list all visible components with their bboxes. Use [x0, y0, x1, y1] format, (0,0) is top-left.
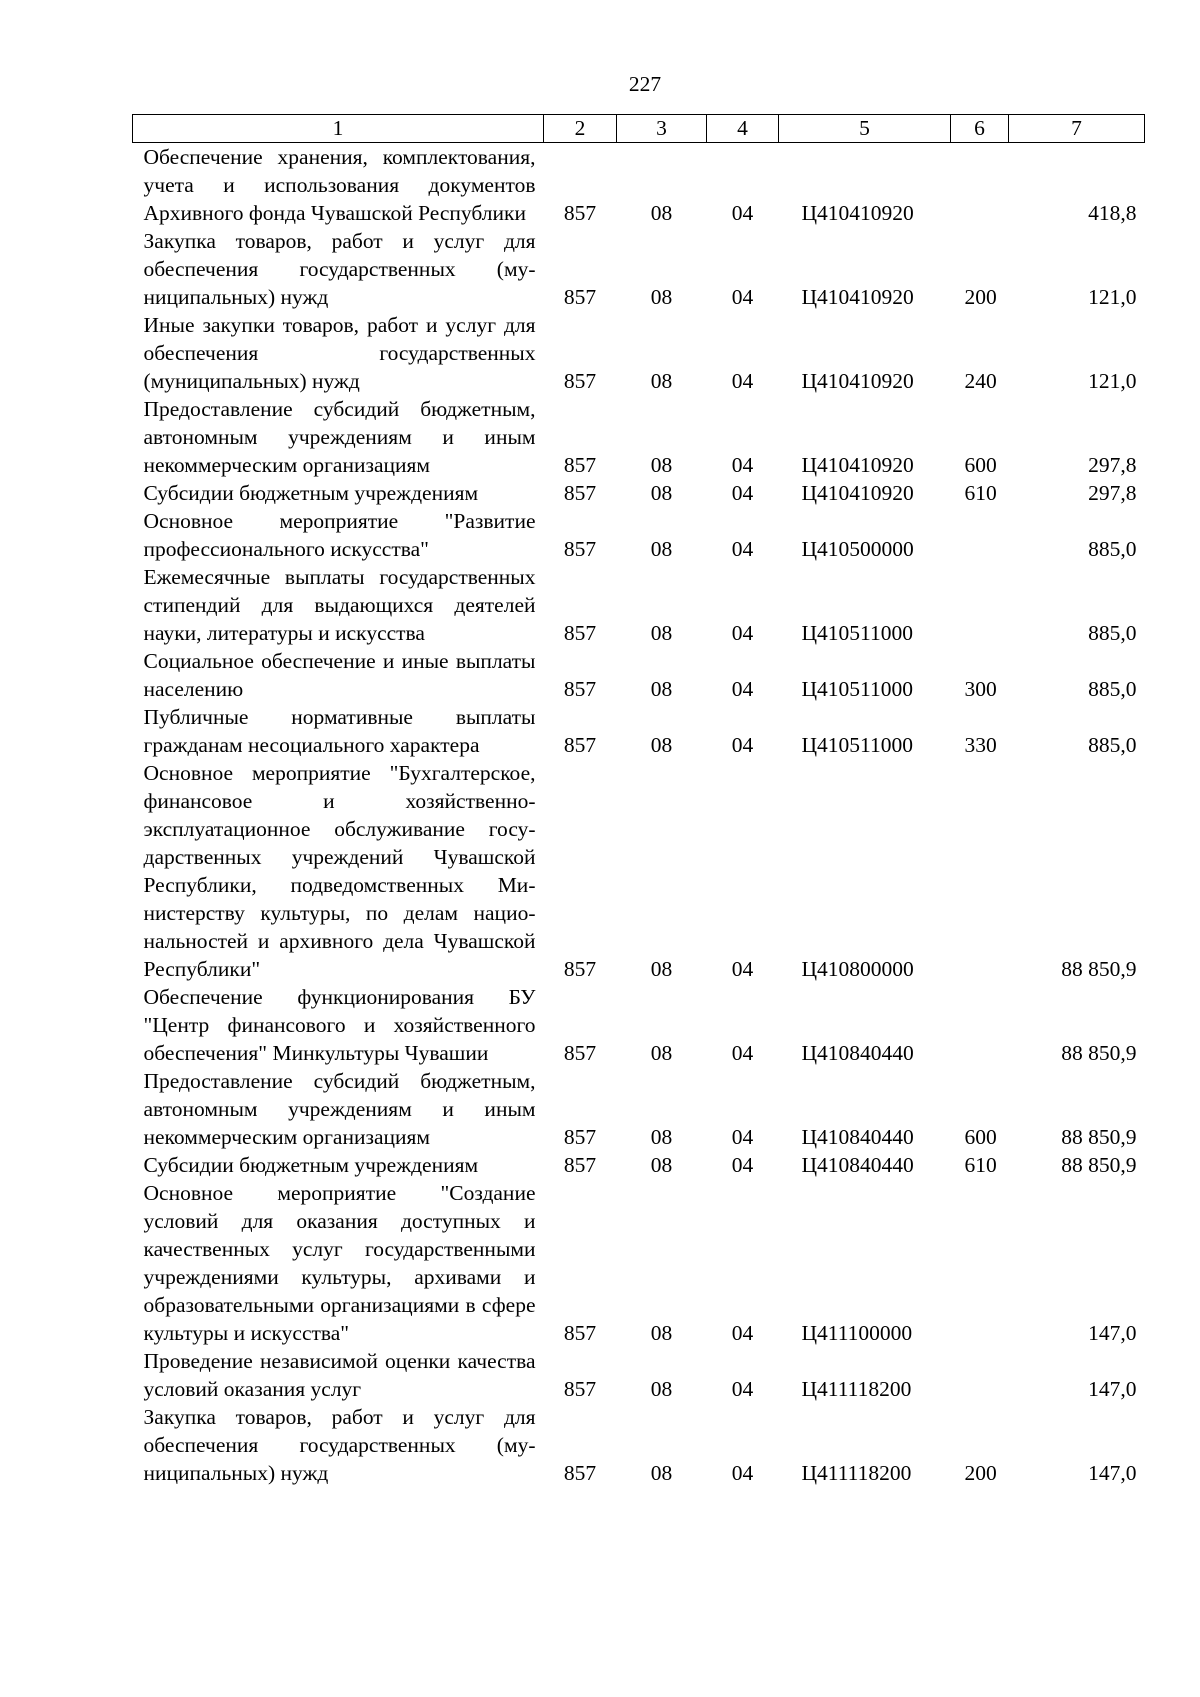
- row-ved-code: 857: [563, 453, 597, 477]
- row-ved-code: 857: [563, 957, 597, 981]
- row-expense-type: 200: [964, 285, 997, 309]
- row-subsection-code: 04: [731, 1321, 754, 1345]
- table-row: [133, 143, 1145, 228]
- row-target-article: Ц410410920: [801, 285, 914, 309]
- row-subsection-code: 04: [731, 1153, 754, 1177]
- row-name: Предоставление субсидий бюджетным, автономным учреждениям и иным некоммерческим организациям: [143, 1069, 536, 1149]
- row-amount: 297,8: [1088, 453, 1137, 477]
- row-section-code: 08: [650, 537, 673, 561]
- row-expense-type: [951, 983, 1009, 1067]
- row-subsection-code: 04: [731, 621, 754, 645]
- table-row: [133, 563, 1145, 647]
- row-ved-code: 857: [563, 1461, 597, 1485]
- row-name: Проведение независимой оценки качества условий оказания услуг: [143, 1349, 536, 1401]
- row-target-article: Ц410410920: [801, 453, 914, 477]
- row-subsection-code: 04: [731, 369, 754, 393]
- table-body: [133, 143, 1145, 1488]
- row-name: Предоставление субсидий бюджетным, автономным учреждениям и иным некоммерческим организациям: [143, 397, 536, 477]
- row-ved-code: 857: [563, 733, 597, 757]
- row-section-code: 08: [650, 285, 673, 309]
- table-row: [133, 227, 1145, 311]
- row-target-article: Ц410511000: [801, 733, 913, 757]
- row-expense-type: 300: [964, 677, 997, 701]
- row-ved-code: 857: [563, 537, 597, 561]
- header-col-1: 1: [133, 115, 544, 143]
- budget-table: [132, 114, 1145, 1487]
- row-subsection-code: 04: [731, 677, 754, 701]
- row-expense-type: [951, 1179, 1009, 1347]
- row-subsection-code: 04: [731, 537, 754, 561]
- row-section-code: 08: [650, 733, 673, 757]
- row-expense-type: 600: [964, 1125, 997, 1149]
- row-target-article: Ц410511000: [801, 677, 913, 701]
- page-number: 227: [628, 72, 662, 96]
- row-name: Социальное обеспечение и иные выплаты населению: [143, 649, 536, 701]
- row-ved-code: 857: [563, 677, 597, 701]
- table-row: [133, 311, 1145, 395]
- row-name: Субсидии бюджетным учреждениям: [143, 481, 479, 505]
- row-name: Закупка товаров, работ и услуг для обеспечения государственных (муниципальных) нужд: [143, 229, 536, 309]
- table-row: [133, 983, 1145, 1067]
- row-subsection-code: 04: [731, 481, 754, 505]
- row-expense-type: 610: [964, 1153, 997, 1177]
- row-expense-type: [951, 507, 1009, 563]
- table-row: [133, 507, 1145, 563]
- row-amount: 885,0: [1088, 677, 1137, 701]
- row-name: Основное мероприятие "Развитие профессионального искусства": [143, 509, 536, 561]
- row-amount: 88 850,9: [1061, 1125, 1137, 1149]
- row-amount: 885,0: [1088, 621, 1137, 645]
- row-subsection-code: 04: [731, 957, 754, 981]
- row-expense-type: [951, 759, 1009, 983]
- row-expense-type: [951, 563, 1009, 647]
- row-amount: 88 850,9: [1061, 957, 1137, 981]
- table-row: [133, 647, 1145, 703]
- row-name: Основное мероприятие "Создание условий для оказания доступных и качественных услуг государственными учреждениями культуры, архивами и образовательными организациями в сфере культуры и искусства": [143, 1181, 536, 1345]
- row-ved-code: 857: [563, 1321, 597, 1345]
- table-row: [133, 759, 1145, 983]
- row-amount: 147,0: [1088, 1321, 1137, 1345]
- row-section-code: 08: [650, 621, 673, 645]
- row-section-code: 08: [650, 957, 673, 981]
- row-amount: 147,0: [1088, 1377, 1137, 1401]
- row-section-code: 08: [650, 1041, 673, 1065]
- row-ved-code: 857: [563, 1125, 597, 1149]
- row-target-article: Ц411100000: [801, 1321, 913, 1345]
- table-row: [133, 703, 1145, 759]
- table-row: [133, 1067, 1145, 1151]
- row-amount: 121,0: [1088, 369, 1137, 393]
- header-col-6: 6: [951, 115, 1009, 143]
- row-ved-code: 857: [563, 1041, 597, 1065]
- row-subsection-code: 04: [731, 733, 754, 757]
- row-subsection-code: 04: [731, 1041, 754, 1065]
- row-subsection-code: 04: [731, 201, 754, 225]
- row-section-code: 08: [650, 1377, 673, 1401]
- row-expense-type: 240: [964, 369, 997, 393]
- table-header: [133, 115, 1145, 143]
- row-ved-code: 857: [563, 201, 597, 225]
- row-target-article: Ц410500000: [801, 537, 914, 561]
- row-expense-type: 600: [964, 453, 997, 477]
- header-col-5: 5: [779, 115, 951, 143]
- row-section-code: 08: [650, 453, 673, 477]
- row-subsection-code: 04: [731, 1377, 754, 1401]
- table-row: [133, 1347, 1145, 1403]
- row-section-code: 08: [650, 1153, 673, 1177]
- row-section-code: 08: [650, 1461, 673, 1485]
- table-row: [133, 1151, 1145, 1179]
- row-amount: 418,8: [1088, 201, 1137, 225]
- row-section-code: 08: [650, 677, 673, 701]
- row-name: Субсидии бюджетным учреждениям: [143, 1153, 479, 1177]
- row-section-code: 08: [650, 481, 673, 505]
- table-row: [133, 479, 1145, 507]
- header-col-2: 2: [544, 115, 617, 143]
- row-target-article: Ц410840440: [801, 1153, 914, 1177]
- row-amount: 88 850,9: [1061, 1153, 1137, 1177]
- row-section-code: 08: [650, 1125, 673, 1149]
- row-target-article: Ц410840440: [801, 1041, 914, 1065]
- row-subsection-code: 04: [731, 1461, 754, 1485]
- row-amount: 297,8: [1088, 481, 1137, 505]
- row-name: Публичные нормативные выплаты гражданам несоциального характера: [143, 705, 536, 757]
- row-target-article: Ц411118200: [801, 1461, 912, 1485]
- row-ved-code: 857: [563, 481, 597, 505]
- row-amount: 885,0: [1088, 537, 1137, 561]
- row-target-article: Ц410840440: [801, 1125, 914, 1149]
- row-amount: 147,0: [1088, 1461, 1137, 1485]
- table-row: [133, 1179, 1145, 1347]
- row-section-code: 08: [650, 201, 673, 225]
- row-subsection-code: 04: [731, 1125, 754, 1149]
- row-ved-code: 857: [563, 1377, 597, 1401]
- row-subsection-code: 04: [731, 453, 754, 477]
- header-col-7: 7: [1009, 115, 1145, 143]
- row-name: Обеспечение функционирования БУ "Центр финансового и хозяйственного обеспечения" Минкультуры Чувашии: [143, 985, 536, 1065]
- row-target-article: Ц410410920: [801, 369, 914, 393]
- row-expense-type: 330: [964, 733, 997, 757]
- row-name: Иные закупки товаров, работ и услуг для обеспечения государственных (муниципальных) нужд: [143, 313, 536, 393]
- row-target-article: Ц410800000: [801, 957, 914, 981]
- row-amount: 885,0: [1088, 733, 1137, 757]
- row-expense-type: 200: [964, 1461, 997, 1485]
- row-target-article: Ц410410920: [801, 481, 914, 505]
- row-expense-type: [951, 1347, 1009, 1403]
- row-ved-code: 857: [563, 285, 597, 309]
- row-name: Основное мероприятие "Бухгалтерское, финансовое и хозяйственно-эксплуатационное обслуживание государственных учреждений Чувашской Республики, подведомственных Министерству культуры, по делам национальностей и архивного дела Чувашской Республики": [143, 761, 536, 981]
- row-section-code: 08: [650, 1321, 673, 1345]
- table-row: [133, 1403, 1145, 1487]
- row-target-article: Ц411118200: [801, 1377, 912, 1401]
- row-amount: 121,0: [1088, 285, 1137, 309]
- row-subsection-code: 04: [731, 285, 754, 309]
- row-amount: 88 850,9: [1061, 1041, 1137, 1065]
- header-col-3: 3: [617, 115, 707, 143]
- row-section-code: 08: [650, 369, 673, 393]
- row-name: Обеспечение хранения, комплектования, учета и использования документов Архивного фонда Чувашской Республики: [143, 145, 536, 225]
- row-expense-type: 610: [964, 481, 997, 505]
- row-target-article: Ц410511000: [801, 621, 913, 645]
- row-expense-type: [951, 143, 1009, 228]
- header-row: [133, 115, 1145, 143]
- row-ved-code: 857: [563, 1153, 597, 1177]
- header-col-4: 4: [707, 115, 779, 143]
- row-ved-code: 857: [563, 369, 597, 393]
- row-target-article: Ц410410920: [801, 201, 914, 225]
- row-name: Закупка товаров, работ и услуг для обеспечения государственных (муниципальных) нужд: [143, 1405, 536, 1485]
- row-ved-code: 857: [563, 621, 597, 645]
- table-row: [133, 395, 1145, 479]
- row-name: Ежемесячные выплаты государственных стипендий для выдающихся деятелей науки, литературы и искусства: [143, 565, 536, 645]
